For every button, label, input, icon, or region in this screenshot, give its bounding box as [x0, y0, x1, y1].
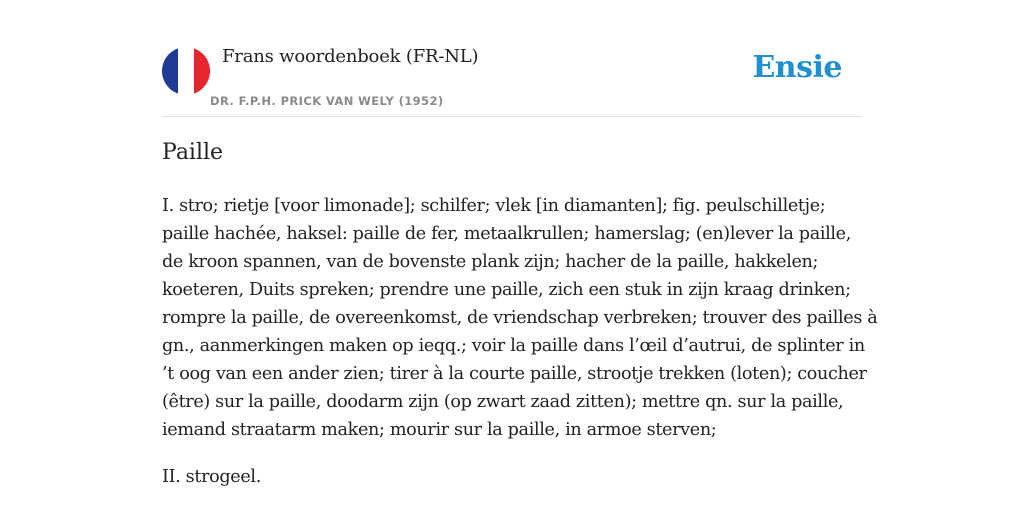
- brand-logo[interactable]: Ensie: [752, 50, 842, 85]
- definition-line: de kroon spannen, van de bovenste plank zijn; hacher de la paille, hakkelen;: [162, 252, 819, 272]
- definition-line: iemand straatarm maken; mourir sur la paille, in armoe sterven;: [162, 420, 717, 440]
- dictionary-header: [162, 0, 862, 117]
- definition-sense-1: [162, 192, 878, 444]
- definition-line: rompre la paille, de overeenkomst, de vriendschap verbreken; trouver des pailles à: [162, 308, 878, 328]
- france-flag-icon: [162, 47, 210, 95]
- definition-line: paille hachée, haksel: paille de fer, metaalkrullen; hamerslag; (en)lever la paille,: [162, 224, 851, 244]
- entry-word: Paille: [162, 140, 224, 165]
- dictionary-author: DR. F.P.H. PRICK VAN WELY (1952): [210, 94, 444, 108]
- dictionary-title[interactable]: Frans woordenboek (FR-NL): [222, 46, 479, 67]
- definition-sense-2: II. strogeel.: [162, 467, 261, 487]
- definition-line: ’t oog van een ander zien; tirer à la courte paille, strootje trekken (loten); coucher: [162, 364, 867, 384]
- definition-line: koeteren, Duits spreken; prendre une paille, zich een stuk in zijn kraag drinken;: [162, 280, 851, 300]
- definition-line: I. stro; rietje [voor limonade]; schilfer; vlek [in diamanten]; fig. peulschilletje;: [162, 196, 826, 216]
- dictionary-card: [162, 0, 878, 512]
- definition-line: (être) sur la paille, doodarm zijn (op zwart zaad zitten); mettre qn. sur la paille,: [162, 392, 844, 412]
- definition-line: gn., aanmerkingen maken op ieqq.; voir la paille dans l’œil d’autrui, de splinter in: [162, 336, 865, 356]
- france-flag-graphic: [162, 47, 210, 95]
